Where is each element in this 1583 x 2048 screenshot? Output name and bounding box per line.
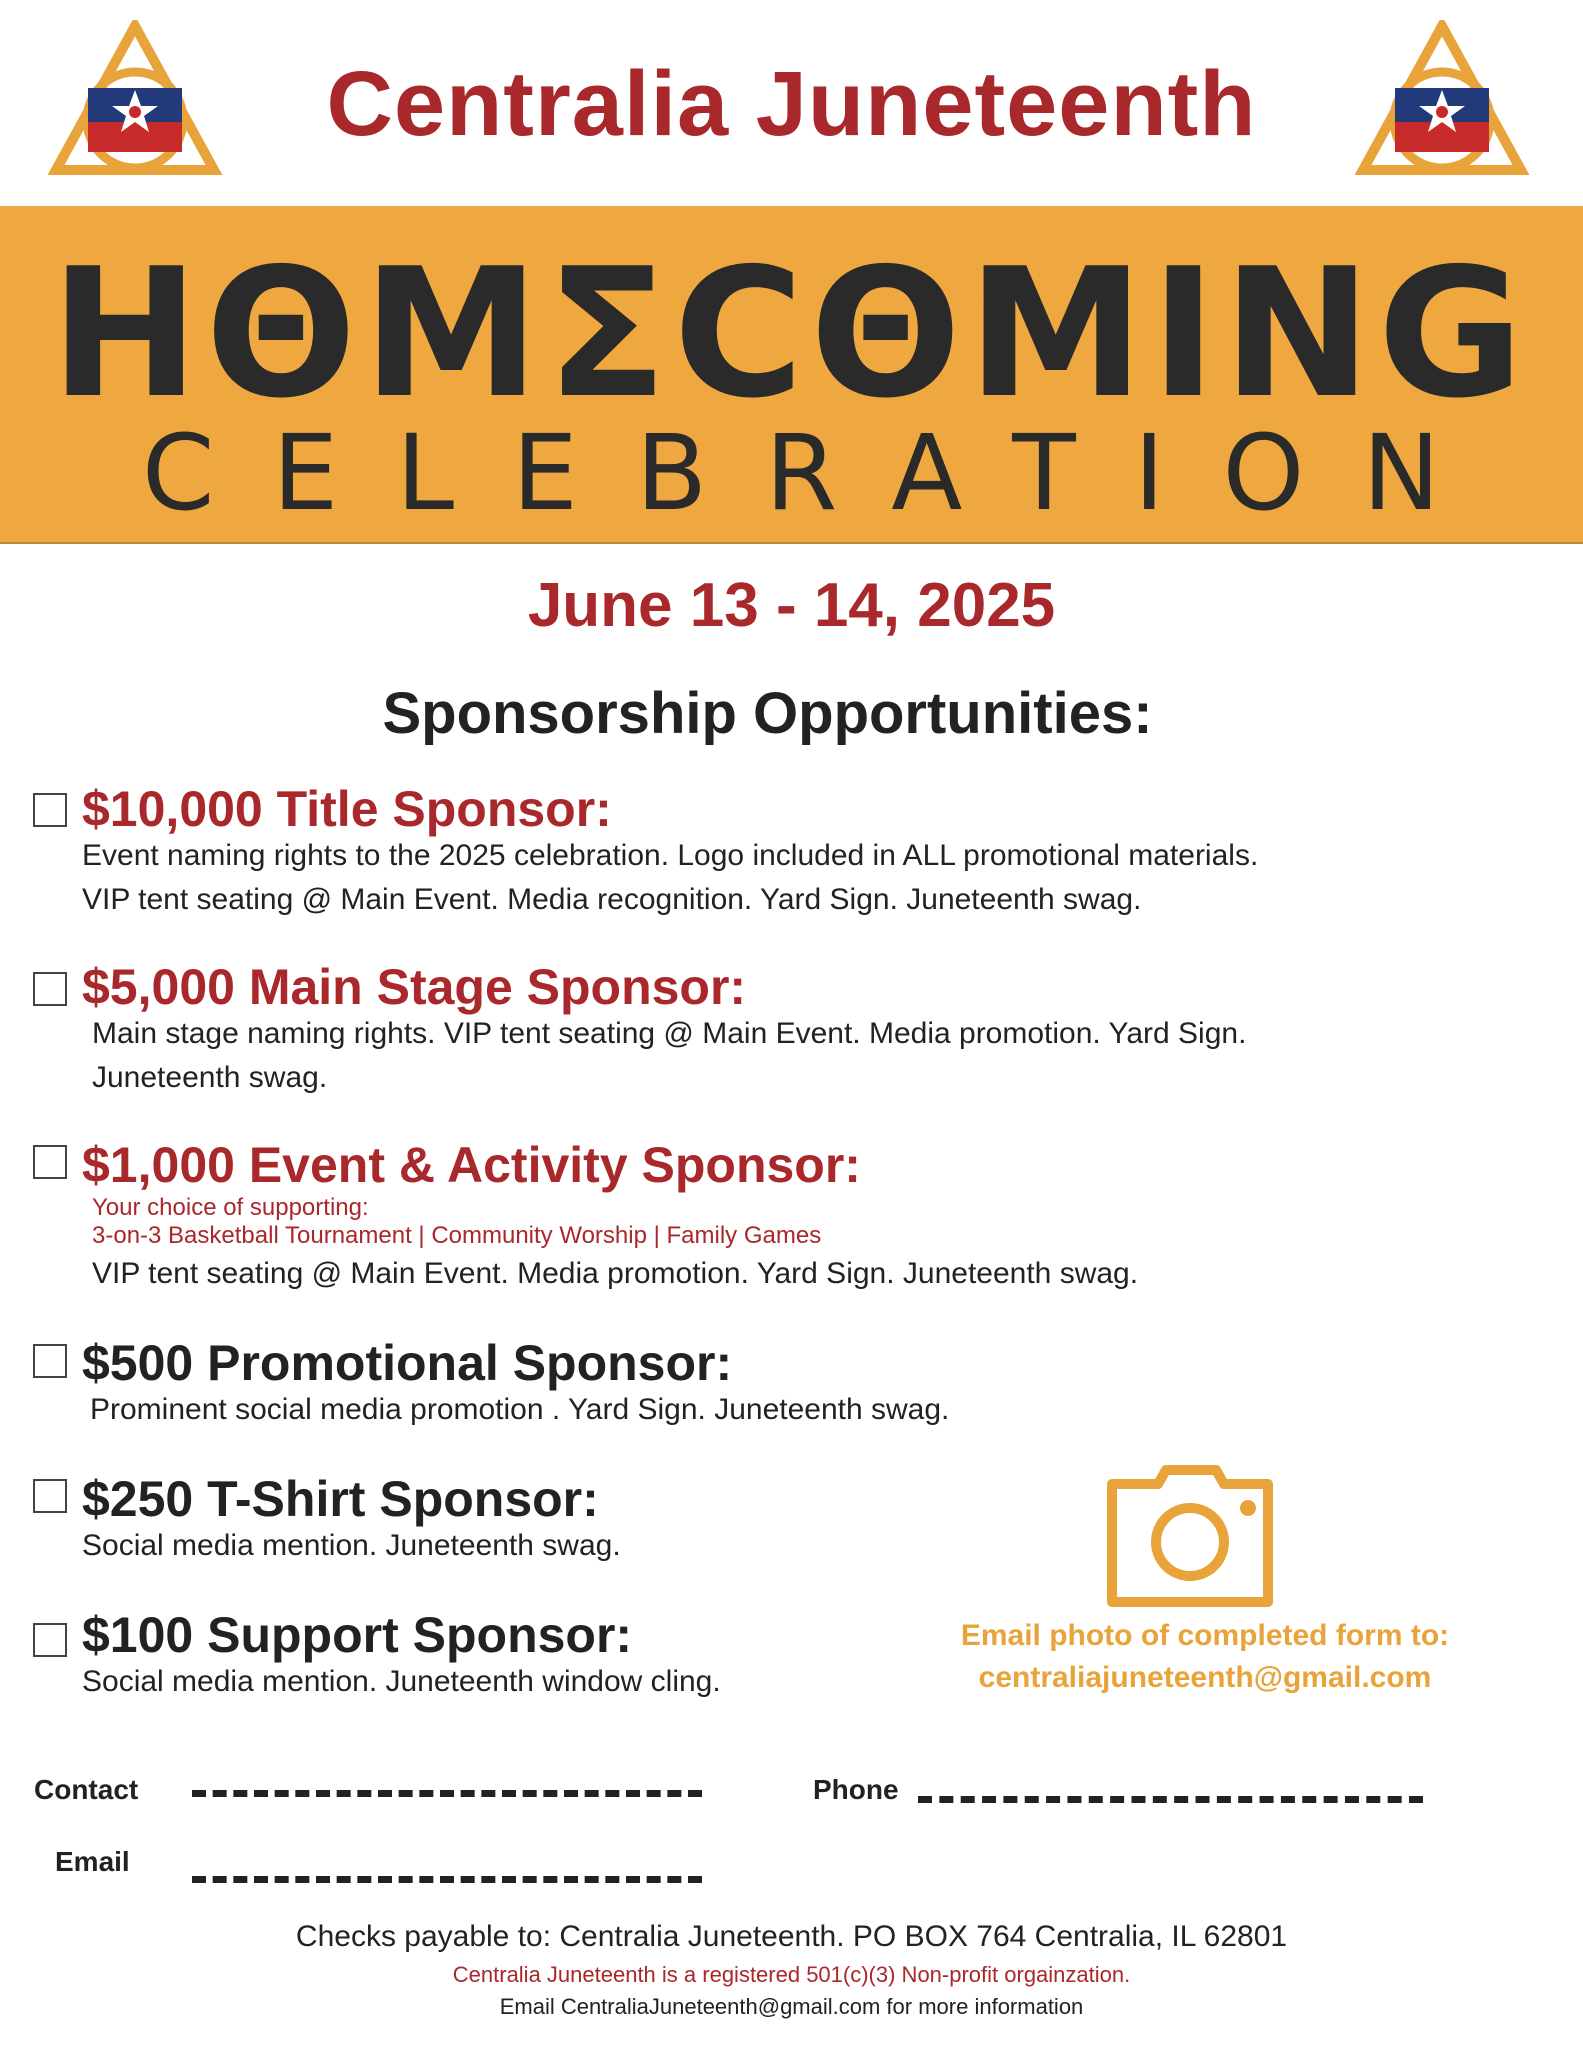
camera-icon	[1100, 1462, 1280, 1612]
checkbox-event-activity-sponsor[interactable]	[33, 1145, 67, 1179]
tier-desc-line: Main stage naming rights. VIP tent seating @ Main Event. Media promotion. Yard Sign.	[92, 1017, 1247, 1050]
homecoming-banner	[0, 206, 1583, 544]
tier-title-event-activity-sponsor: $1,000 Event & Activity Sponsor:	[82, 1137, 861, 1193]
tier-desc-line: VIP tent seating @ Main Event. Media promotion. Yard Sign. Juneteenth swag.	[92, 1257, 1139, 1290]
footer-info: Email CentraliaJuneteenth@gmail.com for more information	[499, 1994, 1084, 2019]
section-heading: Sponsorship Opportunities:	[382, 681, 1153, 746]
contact-label: Contact	[34, 1774, 139, 1805]
tier-desc-line: Prominent social media promotion . Yard Sign. Juneteenth swag.	[90, 1393, 950, 1426]
tier-desc-line: Event naming rights to the 2025 celebration. Logo included in ALL promotional materials.	[82, 839, 1259, 872]
phone-label: Phone	[813, 1774, 899, 1805]
tier-title-promotional-sponsor: $500 Promotional Sponsor:	[82, 1335, 733, 1391]
checkbox-promotional-sponsor[interactable]	[33, 1344, 67, 1378]
phone-field[interactable]	[918, 1796, 1423, 1803]
checkbox-tshirt-sponsor[interactable]	[33, 1479, 67, 1513]
tier-desc-line: Social media mention. Juneteenth swag.	[82, 1529, 621, 1562]
email-field[interactable]	[192, 1876, 702, 1883]
tier-title-tshirt-sponsor: $250 T-Shirt Sponsor:	[82, 1471, 599, 1527]
contact-field[interactable]	[192, 1790, 702, 1797]
tier-desc-line: VIP tent seating @ Main Event. Media recognition. Yard Sign. Juneteenth swag.	[82, 883, 1142, 916]
tier-desc-line: Social media mention. Juneteenth window cling.	[82, 1665, 721, 1698]
checkbox-support-sponsor[interactable]	[33, 1623, 67, 1657]
banner-line-celebration: CELEBRATION	[141, 412, 1499, 534]
tier-desc-line: Juneteenth swag.	[92, 1061, 328, 1094]
photo-note-line: Email photo of completed form to:	[960, 1619, 1450, 1652]
tier-note-options: 3-on-3 Basketball Tournament | Community Worship | Family Games	[92, 1222, 822, 1249]
checkbox-main-stage-sponsor[interactable]	[33, 972, 67, 1006]
email-label: Email	[55, 1846, 130, 1877]
tier-note: Your choice of supporting:	[92, 1194, 369, 1221]
page-title: Centralia Juneteenth	[326, 53, 1257, 155]
checkbox-title-sponsor[interactable]	[33, 793, 67, 827]
event-date: June 13 - 14, 2025	[527, 571, 1056, 640]
photo-note-email[interactable]: centraliajuneteenth@gmail.com	[978, 1661, 1432, 1694]
footer-checks: Checks payable to: Centralia Juneteenth. PO BOX 764 Centralia, IL 62801	[295, 1920, 1288, 1953]
footer-nonprofit: Centralia Juneteenth is a registered 501(c)(3) Non-profit orgainzation.	[452, 1962, 1131, 1987]
tier-title-main-stage-sponsor: $5,000 Main Stage Sponsor:	[82, 959, 747, 1015]
tier-title-support-sponsor: $100 Support Sponsor:	[82, 1607, 633, 1663]
tier-title-title-sponsor: $10,000 Title Sponsor:	[82, 781, 612, 837]
banner-line-homecoming: HΘMΣCΘMING	[50, 230, 1530, 437]
